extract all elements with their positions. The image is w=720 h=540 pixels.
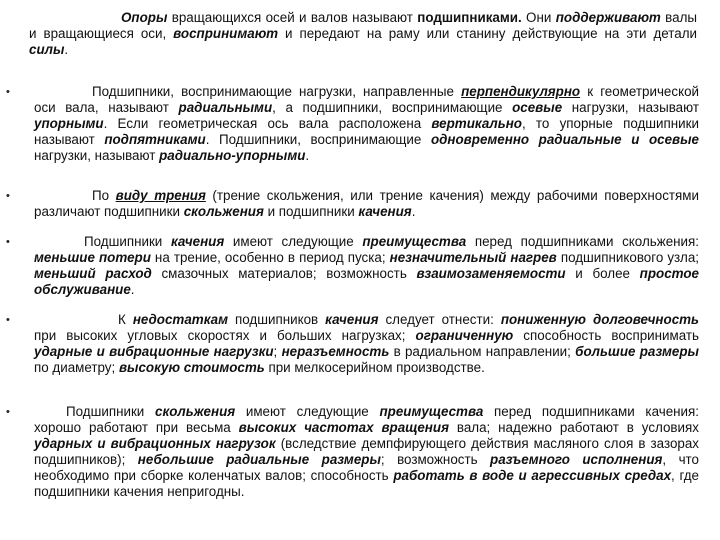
text-run: имеют следующие [224, 234, 363, 249]
text-run: По [92, 188, 116, 203]
text-run: Они [521, 10, 556, 25]
paragraph-rolling-advantages [34, 234, 699, 298]
text-run: способность воспринимать [513, 328, 699, 343]
bullet-marker: • [6, 406, 10, 418]
text-run: к геометрической оси вала, называют [34, 84, 700, 115]
paragraph-rolling-drawbacks [34, 312, 699, 376]
paragraph-friction-type [34, 188, 699, 220]
bullet-marker: • [6, 314, 10, 326]
term-simultaneous: одновременно радиальные и осевые [430, 132, 700, 147]
text-run: при высоких угловых скоростях и больших нагрузках; [34, 328, 416, 343]
term-footstep: подпятниками [104, 132, 206, 147]
term-rolling: качения [358, 204, 412, 219]
text-run: Подшипники [84, 234, 171, 249]
text-run: при мелкосерийном производстве. [264, 360, 485, 375]
text-run: (трение скольжения, или трение качения) между рабочими поверхностями различают подшипники [34, 188, 699, 219]
bullet-marker: • [6, 190, 10, 202]
text-run: . [411, 204, 416, 219]
term-receive-verb: воспринимают [173, 26, 279, 41]
text-run: перед подшипниками качения: хорошо работают при весьма [34, 404, 700, 435]
term-drawbacks: недостаткам [132, 312, 228, 327]
term-large-size: большие размеры [575, 344, 699, 359]
term-high-cost: высокую стоимость [118, 360, 265, 375]
text-run: смазочных материалов; возможность [151, 266, 417, 281]
text-run: , где подшипники качения непригодны. [34, 468, 699, 499]
term-supports: Опоры [121, 10, 168, 25]
text-run: . Подшипники, воспринимающие [205, 132, 431, 147]
term-vertical: вертикально [431, 116, 522, 131]
text-run: перед подшипниками скольжения: [466, 234, 699, 249]
text-run: вала; надежно работают в условиях [448, 420, 699, 435]
term-high-speeds: высоких частотах вращения [238, 420, 449, 435]
term-small-radial-size: небольшие радиальные размеры [137, 452, 381, 467]
text-run: имеют следующие [235, 404, 380, 419]
term-rolling: качения [170, 234, 225, 249]
term-rolling: качения [325, 312, 379, 327]
text-run: подшипникового узла; [556, 250, 700, 265]
intro-paragraph [29, 10, 697, 58]
term-bearings: подшипниками. [417, 10, 522, 25]
term-radial: радиальными [178, 100, 273, 115]
text-run: валы и вращающиеся оси, [29, 10, 698, 41]
text-run: ; возможность [380, 452, 491, 467]
term-forces: силы [29, 42, 65, 57]
bullet-marker: • [6, 236, 10, 248]
term-radial-thrust: радиально-упорными [159, 148, 306, 163]
text-run: (вследствие демпфирующего действия масляного слоя в зазорах подшипников); [34, 436, 699, 467]
term-advantages: преимущества [362, 234, 467, 249]
text-run: следует отнести: [378, 312, 501, 327]
text-run: нагрузки, называют [562, 100, 699, 115]
term-axial: осевые [512, 100, 563, 115]
text-run: вращающихся осей и валов называют [167, 10, 418, 25]
term-sliding: скольжения [155, 404, 236, 419]
text-run: , то упорные подшипники называют [34, 116, 699, 147]
term-water-aggressive: работать в воде и агрессивных средах [393, 468, 672, 483]
text-run: . [130, 282, 135, 297]
text-run: нагрузки, называют [34, 148, 160, 163]
term-thrust: упорными [34, 116, 104, 131]
text-run: и подшипники [263, 204, 359, 219]
term-shock-loads: ударных и вибрационных нагрузок [34, 436, 276, 451]
term-lower-consumption: меньший расход [34, 266, 152, 281]
term-split-design: разъемного исполнения [490, 452, 663, 467]
text-run: и более [565, 266, 640, 281]
text-run: Подшипники, воспринимающие нагрузки, направленные [92, 84, 462, 99]
text-run: К [118, 312, 133, 327]
term-low-heating: незначительный нагрев [389, 250, 557, 265]
text-run: , что необходимо при сборке коленчатых валов; способность [34, 452, 699, 483]
text-run: . [305, 148, 310, 163]
term-interchangeability: взаимозаменяемости [416, 266, 566, 281]
term-sliding: скольжения [183, 204, 264, 219]
text-run: , а подшипники, воспринимающие [272, 100, 513, 115]
text-run: Подшипники [66, 404, 155, 419]
text-run: по диаметру; [34, 360, 119, 375]
text-run: и передают на раму или станину действующие на эти детали [278, 26, 697, 41]
text-run: . Если геометрическая ось вала расположена [103, 116, 432, 131]
text-run: подшипников [228, 312, 326, 327]
term-friction-kind: виду трения [115, 188, 206, 203]
term-lower-losses: меньшие потери [34, 250, 151, 265]
paragraph-sliding-advantages [34, 404, 699, 500]
term-perpendicular: перпендикулярно [461, 84, 581, 99]
bullet-marker: • [6, 86, 10, 98]
term-simple-maintenance: простое обслуживание [34, 266, 699, 297]
text-run: на трение, особенно в период пуска; [150, 250, 390, 265]
paragraph-radial-thrust [34, 84, 699, 164]
term-limited: ограниченную [415, 328, 514, 343]
term-advantages: преимущества [379, 404, 484, 419]
term-support-verb: поддерживают [555, 10, 661, 25]
text-run: ; [273, 344, 282, 359]
term-reduced-durability: пониженную долговечность [500, 312, 700, 327]
text-run: . [64, 42, 69, 57]
text-run: в радиальном направлении; [389, 344, 576, 359]
term-shock-loads: ударные и вибрационные нагрузки [34, 344, 274, 359]
term-non-split: неразъемность [281, 344, 390, 359]
